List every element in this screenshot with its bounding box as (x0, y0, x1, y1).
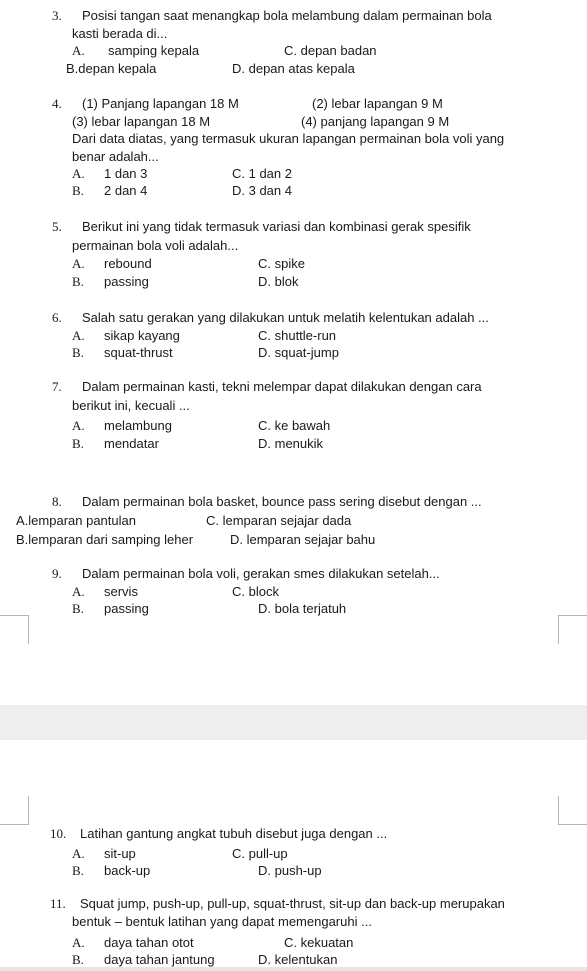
question-number: 6. (52, 310, 62, 325)
page-corner-mark-top-right (558, 615, 587, 644)
question-number: 8. (52, 494, 62, 509)
data-item-4: (4) panjang lapangan 9 M (301, 114, 450, 129)
question-text-line-2: bentuk – bentuk latihan yang dapat memengaruhi ... (72, 914, 372, 929)
question-number: 7. (52, 379, 62, 394)
option-a-letter: A. (72, 935, 85, 950)
option-c: C. lemparan sejajar dada (206, 513, 352, 528)
question-number: 10. (50, 826, 67, 841)
option-b-letter: B. (72, 601, 84, 616)
option-a-letter: A. (72, 846, 85, 861)
option-b-letter: B. (72, 274, 84, 289)
page-gap (0, 705, 587, 740)
question-text-line-1: Dalam permainan bola basket, bounce pass sering disebut dengan ... (82, 494, 482, 509)
option-a: melambung (104, 418, 172, 433)
option-b: back-up (104, 863, 151, 878)
question-text-line-1: Posisi tangan saat menangkap bola melambung dalam permainan bola (82, 8, 492, 23)
page-corner-mark-top-left (0, 615, 29, 644)
question-text-line-2: kasti berada di... (72, 26, 168, 41)
data-item-3: (3) lebar lapangan 18 M (72, 114, 211, 129)
question-text-line-1: Latihan gantung angkat tubuh disebut juga dengan ... (80, 826, 388, 841)
option-a: rebound (104, 256, 152, 271)
option-d: D. 3 dan 4 (232, 183, 292, 198)
option-c: C. depan badan (284, 43, 377, 58)
option-c: C. kekuatan (284, 935, 354, 950)
option-b-letter: B. (72, 952, 84, 967)
page-corner-mark-bottom-right (558, 796, 587, 825)
option-c: C. block (232, 584, 279, 599)
question-text-line-1: Dalam permainan kasti, tekni melempar dapat dilakukan dengan cara (82, 379, 482, 394)
option-c: C. 1 dan 2 (232, 166, 292, 181)
option-b-letter: B. (72, 183, 84, 198)
option-b: B.depan kepala (66, 61, 157, 76)
page-corner-mark-bottom-left (0, 796, 29, 825)
question-text-line-1: Salah satu gerakan yang dilakukan untuk melatih kelentukan adalah ... (82, 310, 489, 325)
option-a: daya tahan otot (104, 935, 194, 950)
question-number: 5. (52, 219, 62, 234)
option-b-letter: B. (72, 436, 84, 451)
option-a: samping kepala (108, 43, 200, 58)
question-text-line-2: berikut ini, kecuali ... (72, 398, 190, 413)
option-a-letter: A. (72, 166, 85, 181)
option-a: sikap kayang (104, 328, 180, 343)
option-d: D. push-up (258, 863, 322, 878)
option-a-letter: A. (72, 584, 85, 599)
option-c: C. ke bawah (258, 418, 331, 433)
option-d: D. squat-jump (258, 345, 339, 360)
option-a: servis (104, 584, 138, 599)
question-number: 4. (52, 96, 62, 111)
option-a-letter: A. (72, 418, 85, 433)
option-b: passing (104, 601, 149, 616)
option-a: 1 dan 3 (104, 166, 148, 181)
option-a-letter: A. (72, 43, 85, 58)
question-text-line-1: Dalam permainan bola voli, gerakan smes dilakukan setelah... (82, 566, 440, 581)
question-number: 11. (50, 896, 66, 911)
question-text-line-1: Berikut ini yang tidak termasuk variasi dan kombinasi gerak spesifik (82, 219, 471, 234)
option-d: D. blok (258, 274, 299, 289)
option-d: D. kelentukan (258, 952, 338, 967)
question-text-line-1: Dari data diatas, yang termasuk ukuran lapangan permainan bola voli yang (72, 131, 505, 146)
option-d: D. lemparan sejajar bahu (230, 532, 376, 547)
option-a-letter: A. (72, 328, 85, 343)
question-text-line-1: Squat jump, push-up, pull-up, squat-thrust, sit-up dan back-up merupakan (80, 896, 505, 911)
option-c: C. shuttle-run (258, 328, 337, 343)
option-b: mendatar (104, 436, 159, 451)
question-text-line-2: benar adalah... (72, 149, 159, 164)
option-b: 2 dan 4 (104, 183, 148, 198)
option-b-letter: B. (72, 345, 84, 360)
option-d: D. bola terjatuh (258, 601, 347, 616)
option-b-letter: B. (72, 863, 84, 878)
document-page-bottom (0, 740, 587, 971)
option-b: B.lemparan dari samping leher (16, 532, 194, 547)
option-a: A.lemparan pantulan (16, 513, 136, 528)
option-c: C. spike (258, 256, 305, 271)
option-b: passing (104, 274, 149, 289)
question-number: 9. (52, 566, 62, 581)
data-item-1: (1) Panjang lapangan 18 M (82, 96, 239, 111)
data-item-2: (2) lebar lapangan 9 M (312, 96, 443, 111)
question-text-line-2: permainan bola voli adalah... (72, 238, 239, 253)
option-b: daya tahan jantung (104, 952, 215, 967)
question-number: 3. (52, 8, 62, 23)
option-a: sit-up (104, 846, 136, 861)
option-a-letter: A. (72, 256, 85, 271)
option-c: C. pull-up (232, 846, 288, 861)
page-bottom-edge (0, 967, 587, 971)
option-d: D. depan atas kepala (232, 61, 355, 76)
option-d: D. menukik (258, 436, 324, 451)
option-b: squat-thrust (104, 345, 173, 360)
